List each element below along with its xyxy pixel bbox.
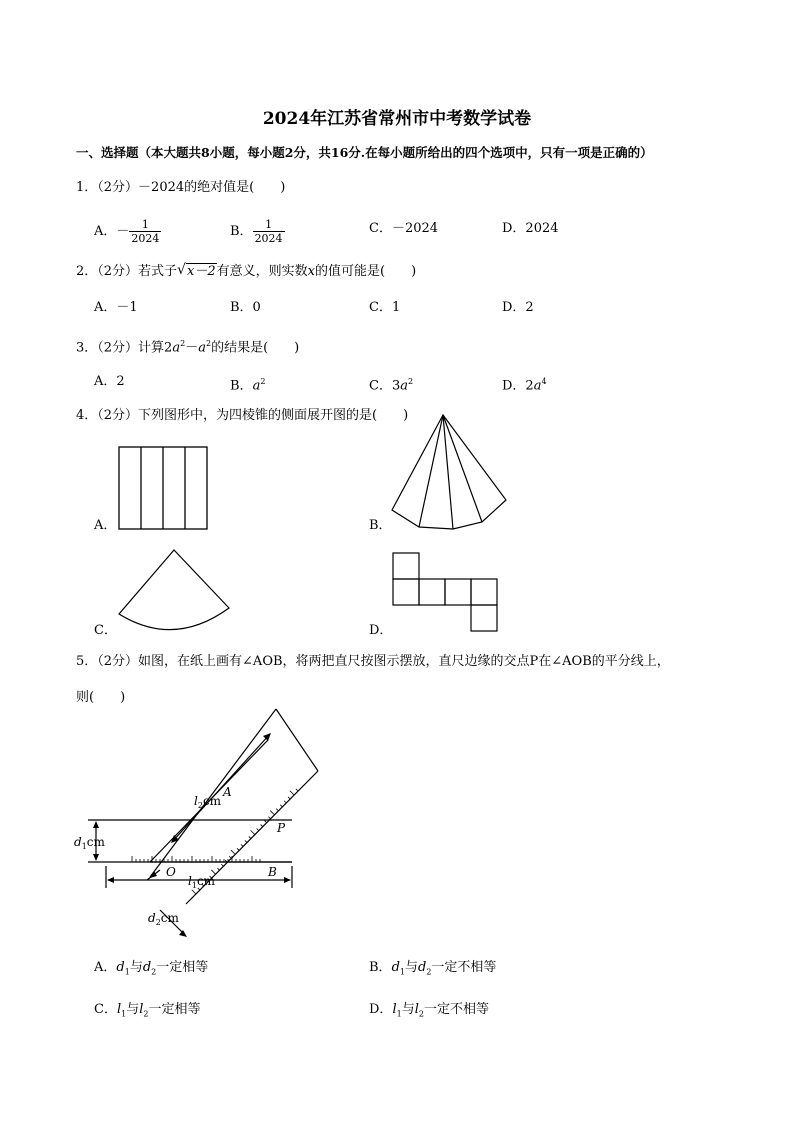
d2-label: $d_2cm$ — [148, 911, 179, 927]
question-4-option-c: C． — [94, 623, 117, 638]
sqrt-expression: √ x－2 — [177, 262, 216, 279]
question-1-option-b: B． $\frac{1}{2024}$ — [230, 218, 283, 245]
question-3-option-a: A．2 — [94, 374, 125, 389]
figure-4b-triangles-fan — [390, 412, 520, 532]
figure-4a-rectangles — [118, 446, 210, 532]
question-2-option-c: C．1 — [369, 300, 401, 315]
section-heading: 一、选择题（本大题共8小题，每小题2分，共16分.在每小题所给出的四个选项中，只有一项是正确的） — [76, 145, 653, 160]
question-2-option-a: A．－1 — [94, 300, 138, 315]
question-1-option-a: A．－ $\frac{1}{2024}$ — [94, 218, 160, 245]
question-4-stem: 4．（2分）下列图形中，为四棱锥的侧面展开图的是( ) — [76, 408, 409, 423]
question-4-option-b: B． — [369, 518, 392, 533]
question-3-option-b: B．$a^2$ — [230, 377, 266, 394]
question-2-option-b: B．0 — [230, 300, 261, 315]
question-2-option-d: D．2 — [502, 300, 534, 315]
point-a-label: A — [223, 785, 232, 799]
point-p-label: P — [277, 821, 286, 835]
l2-label: $l_2cm$ — [194, 794, 222, 810]
figure-5-rulers-angle — [70, 704, 340, 944]
question-5-option-c: C．$l_1$与$l_2$一定相等 — [94, 1002, 201, 1019]
fraction: $\frac{1}{2024}$ — [131, 218, 160, 245]
question-5-stem-line-1: 5．（2分）如图，在纸上画有∠AOB，将两把直尺按图示摆放，直尺边缘的交点P在∠AOB的平分线上， — [76, 654, 670, 669]
question-1-option-d: D．2024 — [502, 221, 559, 236]
fraction: $\frac{1}{2024}$ — [254, 218, 283, 245]
figure-4c-sector — [114, 548, 234, 638]
question-1-stem: 1．（2分）－2024的绝对值是( ) — [76, 180, 286, 195]
question-5-option-b: B．$d_1$与$d_2$一定不相等 — [369, 960, 497, 977]
point-o-label: O — [166, 865, 176, 879]
question-3-stem: 3．（2分）计算$2a^2-a^2$的结果是( ) — [76, 339, 300, 356]
figure-4d-square-net — [392, 552, 502, 634]
question-4-option-d: D． — [369, 623, 393, 638]
question-5-option-a: A．$d_1$与$d_2$一定相等 — [94, 960, 209, 977]
question-1-option-c: C．－2024 — [369, 221, 439, 236]
question-3-option-c: C．$3a^2$ — [369, 377, 414, 394]
question-5-stem-line-2: 则( ) — [76, 690, 126, 705]
question-4-option-a: A． — [94, 518, 117, 533]
d1-label: $d_1cm$ — [74, 835, 105, 851]
page-title: 2024年江苏省常州市中考数学试卷 — [262, 109, 532, 129]
question-2-stem: 2．（2分）若式子 √ x－2有意义，则实数x的值可能是( ) — [76, 262, 416, 282]
question-3-option-d: D．$2a^4$ — [502, 377, 547, 394]
question-5-option-d: D．$l_1$与$l_2$一定不相等 — [369, 1002, 489, 1019]
point-b-label: B — [268, 865, 277, 879]
l1-label: $l_1cm$ — [188, 874, 216, 890]
